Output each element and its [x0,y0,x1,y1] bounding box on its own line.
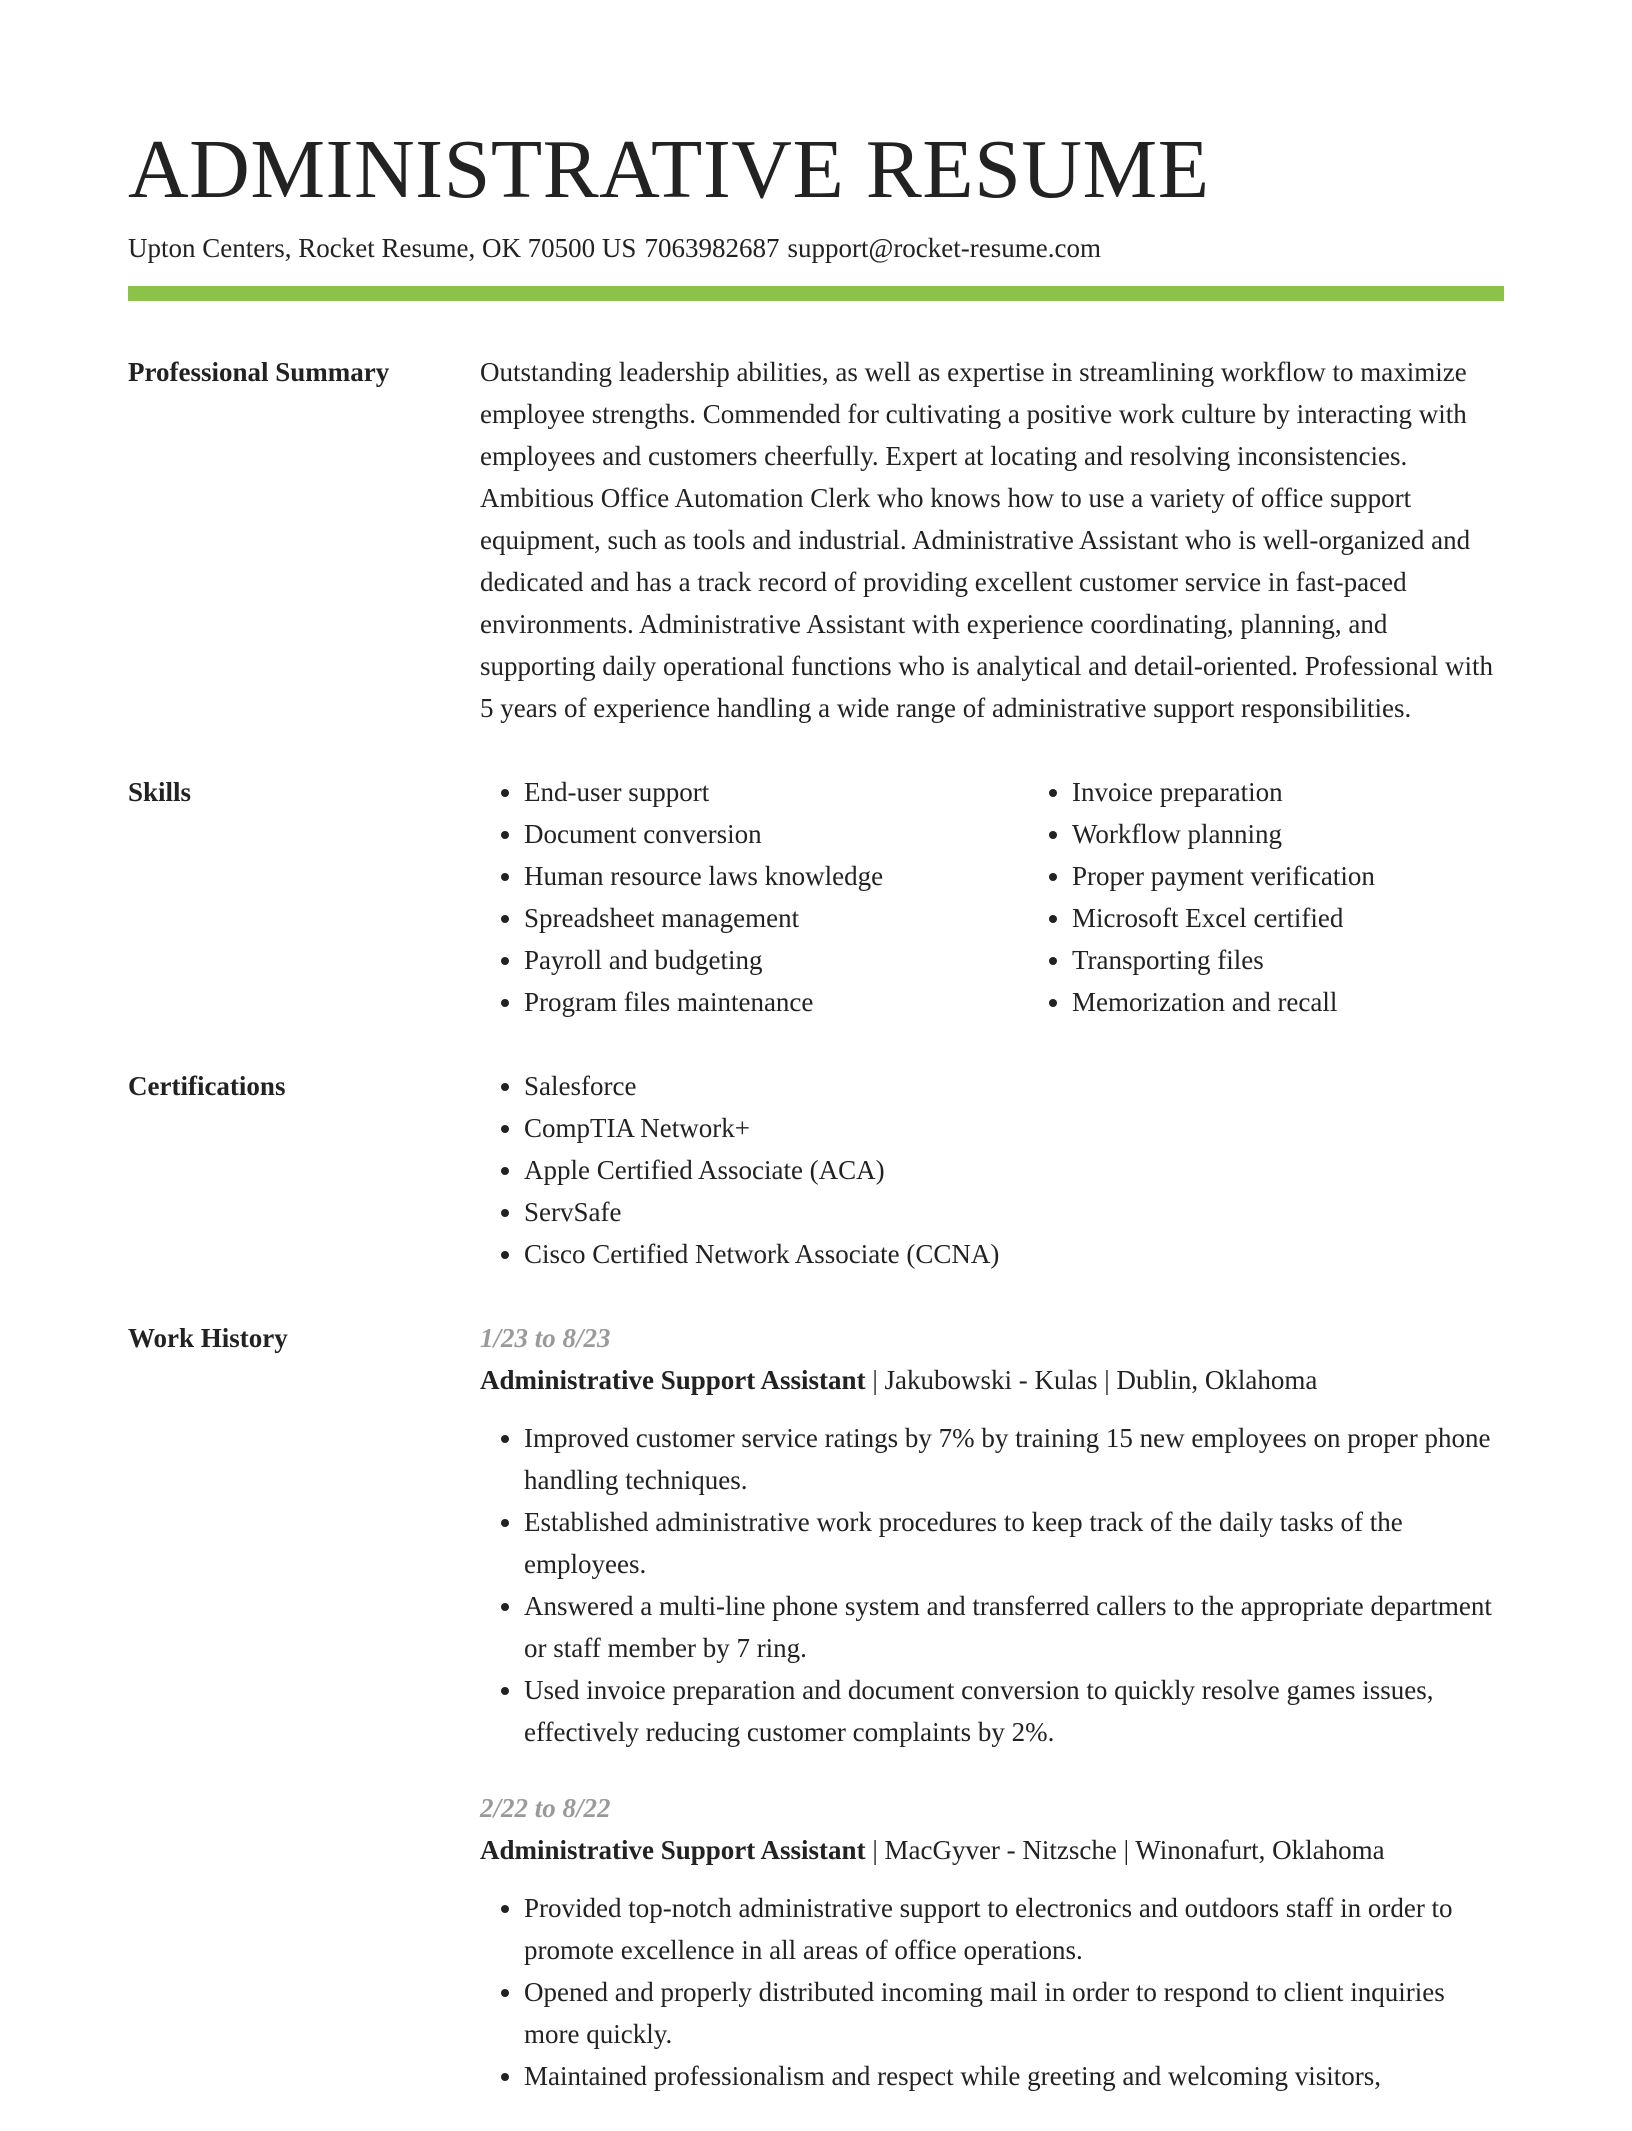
job-entry [480,1787,1504,2097]
skill-item: • Document conversion [524,813,1028,855]
skill-item: • Memorization and recall [1072,981,1504,1023]
summary-text: Outstanding leadership abilities, as well as expertise in streamlining workflow to maximize employee strengths. Commended for cultivating a positive work culture by interacting with employees and customers cheerfully. Expert at locating and resolving inconsistencies. Ambitious Office Automation Clerk who knows how to use a variety of office support equipment, such as tools and industrial. Administrative Assistant who is well-organized and dedicated and has a track record of providing excellent customer service in fast-paced environments. Administrative Assistant with experience coordinating, planning, and supporting daily operational functions who is analytical and detail-oriented. Professional with 5 years of experience handling a wide range of administrative support responsibilities. [480,357,1494,723]
phone: 7063982687 [644,233,780,263]
resume-page [128,118,1504,2131]
skill-item: • Transporting files [1072,939,1504,981]
section-label-work-history: Work History [128,1323,288,1353]
certification-item: • Apple Certified Associate (ACA) [524,1149,1504,1191]
contact-line [128,230,1504,266]
section-label-summary: Professional Summary [128,357,390,387]
job-bullet: • Established administrative work procedures to keep track of the daily tasks of the employees. [524,1501,1504,1585]
skill-item: • Workflow planning [1072,813,1504,855]
job-bullet: • Used invoice preparation and document conversion to quickly resolve games issues, effectively reducing customer complaints by 2%. [524,1669,1504,1753]
skill-item: • Proper payment verification [1072,855,1504,897]
summary-section [128,351,1504,729]
work-history-section [128,1317,1504,2131]
job-dates: 1/23 to 8/23 [480,1323,611,1353]
skills-list-left [480,771,1028,1023]
certifications-list [480,1065,1504,1275]
certification-item: • CompTIA Network+ [524,1107,1504,1149]
certification-item: • ServSafe [524,1191,1504,1233]
address: Upton Centers, Rocket Resume, OK 70500 US [128,233,637,263]
job-bullets [480,1417,1504,1753]
email: support@rocket-resume.com [787,233,1101,263]
job-bullet: • Maintained professionalism and respect while greeting and welcoming visitors, [524,2055,1504,2097]
skill-item: • End-user support [524,771,1028,813]
job-bullets [480,1887,1504,2097]
job-heading [480,1359,1504,1401]
header-divider [128,286,1504,301]
certifications-section [128,1065,1504,1275]
job-bullet: • Opened and properly distributed incoming mail in order to respond to client inquiries more quickly. [524,1971,1504,2055]
job-entry [480,1317,1504,1753]
skill-item: • Invoice preparation [1072,771,1504,813]
job-heading [480,1829,1504,1871]
job-bullet: • Provided top-notch administrative support to electronics and outdoors staff in order to promote excellence in all areas of office operations. [524,1887,1504,1971]
skills-list-right [1028,771,1504,1023]
job-bullet: • Improved customer service ratings by 7% by training 15 new employees on proper phone handling techniques. [524,1417,1504,1501]
skill-item: • Payroll and budgeting [524,939,1028,981]
job-title: Administrative Support Assistant [480,1365,866,1395]
certification-item: • Salesforce [524,1065,1504,1107]
skills-section [128,771,1504,1023]
job-title: Administrative Support Assistant [480,1835,866,1865]
job-dates: 2/22 to 8/22 [480,1793,611,1823]
resume-title: ADMINISTRATIVE RESUME [128,123,1210,216]
job-details: | Jakubowski - Kulas | Dublin, Oklahoma [865,1365,1318,1395]
skill-item: • Spreadsheet management [524,897,1028,939]
section-label-skills: Skills [128,777,192,807]
skill-item: • Program files maintenance [524,981,1028,1023]
job-bullet: • Answered a multi-line phone system and transferred callers to the appropriate department or staff member by 7 ring. [524,1585,1504,1669]
section-label-certifications: Certifications [128,1071,286,1101]
job-details: | MacGyver - Nitzsche | Winonafurt, Oklahoma [865,1835,1385,1865]
skill-item: • Human resource laws knowledge [524,855,1028,897]
certification-item: • Cisco Certified Network Associate (CCNA) [524,1233,1504,1275]
skill-item: • Microsoft Excel certified [1072,897,1504,939]
